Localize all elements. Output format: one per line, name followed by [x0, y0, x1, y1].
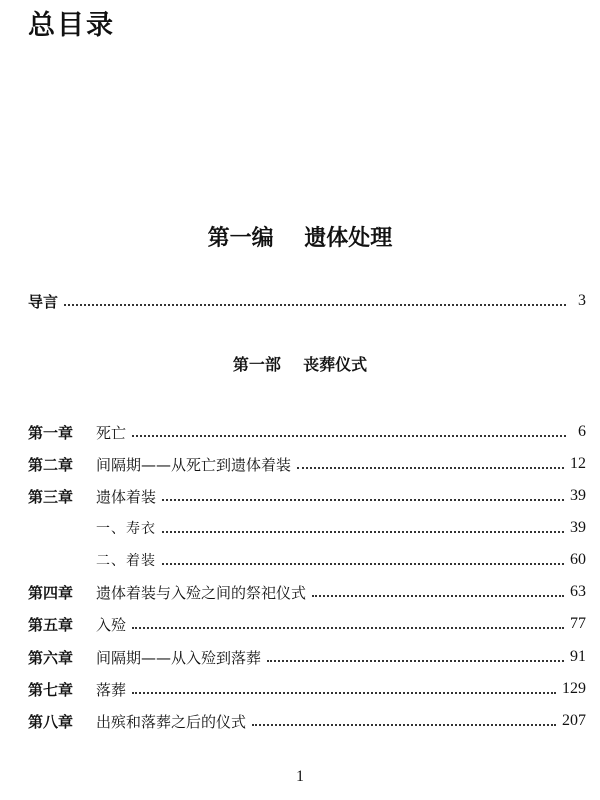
toc-entry-title: 间隔期——从死亡到遗体着装 — [96, 455, 292, 474]
page-number: 1 — [296, 768, 304, 785]
dot-leader — [162, 531, 564, 533]
dot-leader — [297, 467, 564, 469]
toc-page-number: 91 — [570, 648, 586, 665]
dot-leader — [162, 563, 564, 565]
toc-page-number: 3 — [578, 292, 586, 309]
toc-page-number: 63 — [570, 583, 586, 600]
toc-entry-subsection-2[interactable] — [28, 547, 586, 573]
dot-leader — [64, 304, 566, 306]
toc-page-number: 207 — [562, 712, 586, 729]
toc-entry-chapter-5[interactable] — [28, 611, 586, 637]
toc-entry-title: 死亡 — [96, 423, 127, 442]
toc-entry-title: 一、寿衣 — [96, 521, 156, 537]
page-title: 总目录 — [28, 10, 115, 41]
part-heading: 第一编 遗体处理 — [207, 226, 393, 251]
dot-leader — [267, 660, 564, 662]
toc-page-number: 77 — [570, 615, 586, 632]
toc-entry-title: 入殓 — [96, 615, 127, 634]
toc-entry-chapter-1[interactable] — [28, 419, 586, 445]
toc-chapter-label: 第二章 — [28, 455, 74, 474]
toc-chapter-label: 第一章 — [28, 423, 74, 442]
toc-page-number: 39 — [570, 519, 586, 536]
toc-page-number: 12 — [570, 455, 586, 472]
toc-page-number: 129 — [562, 680, 586, 697]
toc-chapter-label: 第四章 — [28, 583, 74, 602]
toc-entry-title: 遗体着装与入殓之间的祭祀仪式 — [96, 583, 307, 602]
toc-page-number: 6 — [578, 423, 586, 440]
dot-leader — [252, 724, 556, 726]
toc-entry-title: 落葬 — [96, 680, 127, 699]
toc-entry-chapter-8[interactable] — [28, 708, 586, 734]
toc-entry-chapter-6[interactable] — [28, 644, 586, 670]
toc-entry-title: 出殡和落葬之后的仪式 — [96, 712, 247, 731]
toc-entry-title: 间隔期——从入殓到落葬 — [96, 648, 262, 667]
toc-entry-chapter-4[interactable] — [28, 579, 586, 605]
toc-entry-chapter-3[interactable] — [28, 483, 586, 509]
toc-chapter-label: 第五章 — [28, 615, 74, 634]
dot-leader — [312, 595, 564, 597]
toc-page-number: 60 — [570, 551, 586, 568]
dot-leader — [132, 692, 556, 694]
toc-chapter-label: 第七章 — [28, 680, 74, 699]
toc-entry-title: 遗体着装 — [96, 487, 157, 506]
dot-leader — [132, 435, 566, 437]
toc-entry-chapter-2[interactable] — [28, 451, 586, 477]
toc-chapter-label: 第三章 — [28, 487, 74, 506]
toc-entry-title: 导言 — [28, 292, 59, 311]
dot-leader — [162, 499, 564, 501]
toc-entry-subsection-1[interactable] — [28, 515, 586, 541]
toc-entry-title: 二、着装 — [96, 553, 156, 569]
toc-entry-intro[interactable] — [28, 288, 586, 314]
toc-page-number: 39 — [570, 487, 586, 504]
toc-entry-chapter-7[interactable] — [28, 676, 586, 702]
dot-leader — [132, 627, 564, 629]
toc-chapter-label: 第八章 — [28, 712, 74, 731]
section-heading: 第一部 丧葬仪式 — [232, 355, 368, 374]
toc-chapter-label: 第六章 — [28, 648, 74, 667]
